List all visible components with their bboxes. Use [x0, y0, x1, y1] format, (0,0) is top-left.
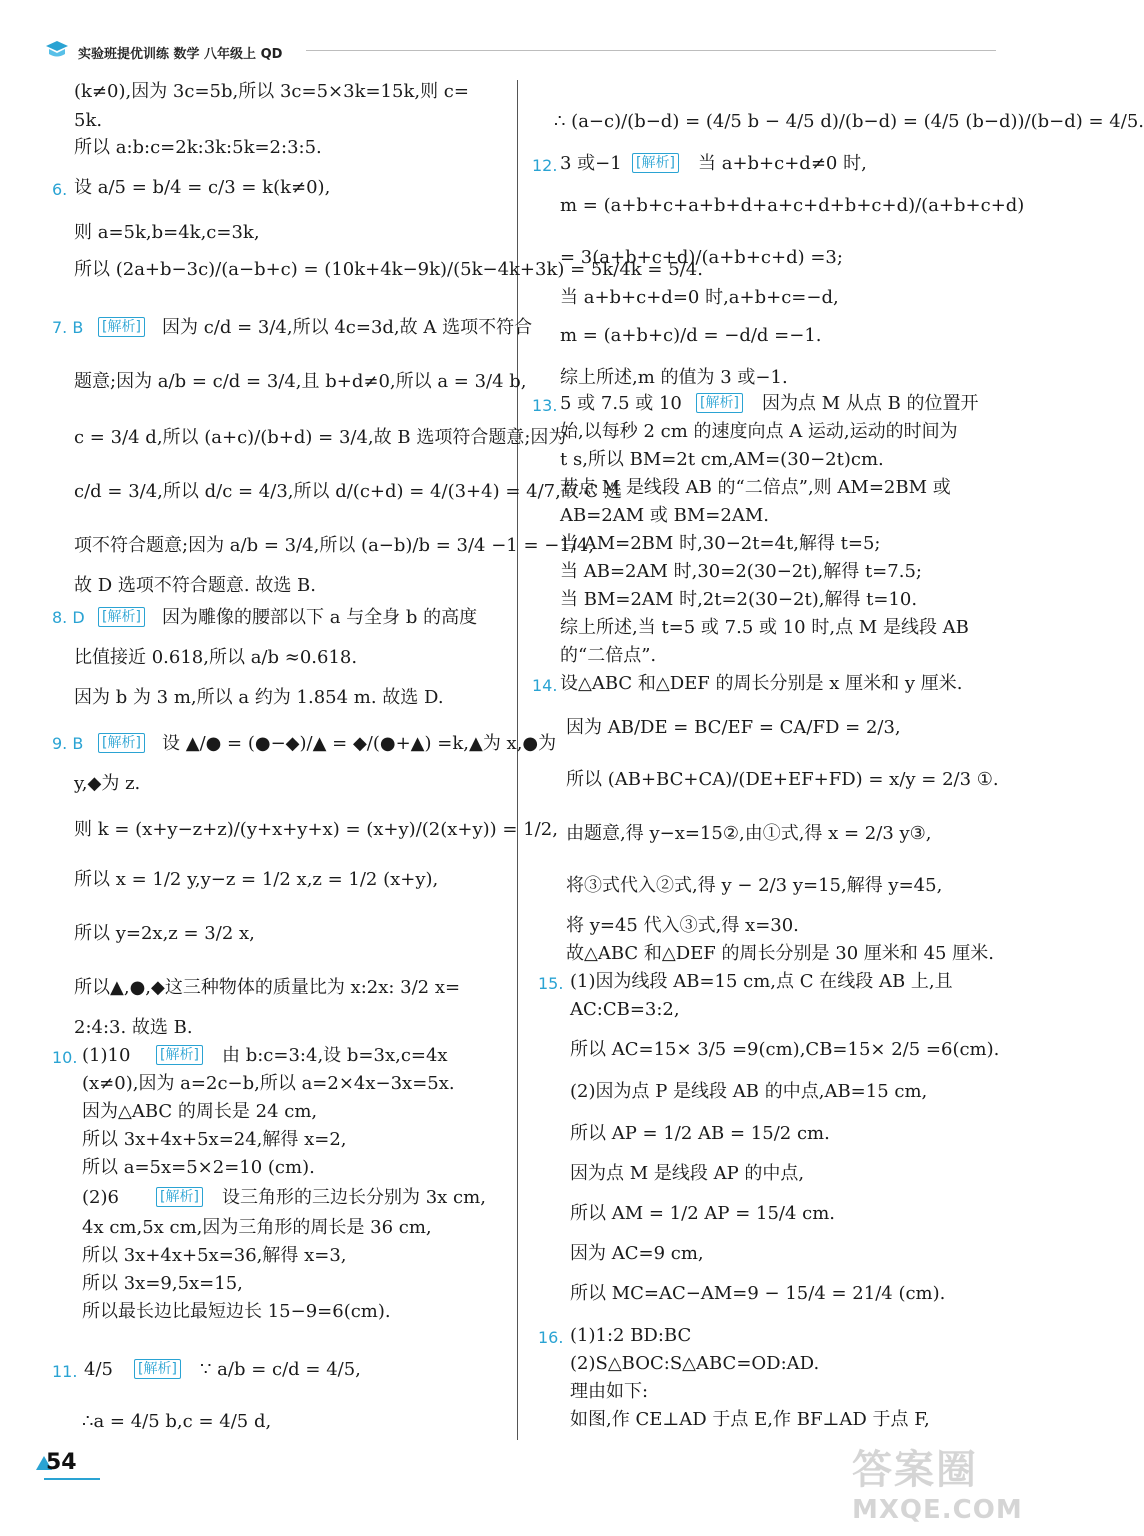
answer-line: 综上所述,当 t=5 或 7.5 或 10 时,点 M 是线段 AB: [560, 617, 969, 638]
answer-line: 因为 c/d = 3/4,所以 4c=3d,故 A 选项不符合: [162, 317, 533, 338]
answer-line: 综上所述,m 的值为 3 或−1.: [560, 367, 788, 388]
answer-line: ∵ a/b = c/d = 4/5,: [200, 1359, 361, 1380]
answer-line: 的“二倍点”.: [560, 645, 657, 666]
answer-line: t s,所以 BM=2t cm,AM=(30−2t)cm.: [560, 449, 884, 470]
question-number: 13.: [532, 396, 558, 415]
answer-line: 4x cm,5x cm,因为三角形的周长是 36 cm,: [82, 1217, 432, 1238]
answer-line: 所以 AM = 1/2 AP = 15/4 cm.: [570, 1203, 836, 1224]
analysis-tag: [解析]: [94, 606, 149, 627]
answer-line: (x≠0),因为 a=2c−b,所以 a=2×4x−3x=5x.: [82, 1073, 455, 1094]
answer-line: c/d = 3/4,所以 d/c = 4/3,所以 d/(c+d) = 4/(3+4) = 4/7,故 C 选: [74, 481, 623, 502]
answer-line: (2)S△BOC:S△ABC=OD:AD.: [570, 1353, 820, 1374]
answer-line: (1)10: [82, 1045, 131, 1066]
question-number: 6.: [52, 180, 68, 199]
answer-line: = 3(a+b+c+d)/(a+b+c+d) =3;: [560, 247, 843, 268]
answer-line: 由 b:c=3:4,设 b=3x,c=4x: [222, 1045, 448, 1066]
answer-line: 当 a+b+c+d≠0 时,: [698, 153, 867, 174]
analysis-tag: [解析]: [130, 1358, 185, 1379]
question-number: 16.: [538, 1328, 564, 1347]
analysis-tag: [解析]: [152, 1044, 207, 1065]
answer-line: c = 3/4 d,所以 (a+c)/(b+d) = 3/4,故 B 选项符合题意;因为: [74, 427, 567, 448]
answer-line: 4/5: [84, 1359, 113, 1380]
answer-line: 所以▲,●,◆这三种物体的质量比为 x:2x: 3/2 x=: [74, 977, 461, 998]
answer-line: 当 AB=2AM 时,30=2(30−2t),解得 t=7.5;: [560, 561, 922, 582]
answer-line: 设三角形的三边长分别为 3x cm,: [222, 1187, 486, 1208]
answer-line: (k≠0),因为 3c=5b,所以 3c=5×3k=15k,则 c=: [74, 81, 469, 102]
answer-line: 因为雕像的腰部以下 a 与全身 b 的高度: [162, 607, 478, 628]
answer-line: 3 或−1: [560, 153, 622, 174]
answer-line: 所以 a=5x=5×2=10 (cm).: [82, 1157, 315, 1178]
page-header: [44, 38, 994, 64]
answer-line: (1)1:2 BD:BC: [570, 1325, 692, 1346]
answer-line: ∴ (a−c)/(b−d) = (4/5 b − 4/5 d)/(b−d) = (4/5 (b−d))/(b−d) = 4/5.: [554, 111, 1144, 132]
analysis-tag: [解析]: [628, 152, 683, 173]
answer-line: 当 AM=2BM 时,30−2t=4t,解得 t=5;: [560, 533, 881, 554]
answer-line: 所以 3x+4x+5x=24,解得 x=2,: [82, 1129, 347, 1150]
answer-line: 所以 MC=AC−AM=9 − 15/4 = 21/4 (cm).: [570, 1283, 946, 1304]
answer-line: 2:4:3. 故选 B.: [74, 1017, 193, 1038]
answer-line: 由题意,得 y−x=15②,由①式,得 x = 2/3 y③,: [566, 823, 932, 844]
question-number: 12.: [532, 156, 558, 175]
answer-line: y,◆为 z.: [74, 773, 141, 794]
question-number: 7. B: [52, 318, 84, 337]
answer-line: (1)因为线段 AB=15 cm,点 C 在线段 AB 上,且: [570, 971, 953, 992]
answer-line: 当 a+b+c+d=0 时,a+b+c=−d,: [560, 287, 839, 308]
watermark-line1: 答案圈: [852, 1447, 978, 1493]
answer-line: 所以 y=2x,z = 3/2 x,: [74, 923, 255, 944]
answer-line: 则 k = (x+y−z+z)/(y+x+y+x) = (x+y)/(2(x+y)) = 1/2,: [74, 819, 558, 840]
question-number: 14.: [532, 676, 558, 695]
question-number: 9. B: [52, 734, 84, 753]
answer-line: 如图,作 CE⊥AD 于点 E,作 BF⊥AD 于点 F,: [570, 1409, 930, 1430]
answer-line: 理由如下:: [570, 1381, 649, 1402]
answer-line: 因为 AC=9 cm,: [570, 1243, 704, 1264]
question-number: 8. D: [52, 608, 85, 627]
answer-line: (2)6: [82, 1187, 119, 1208]
analysis-tag: [解析]: [94, 316, 149, 337]
answer-line: 始,以每秒 2 cm 的速度向点 A 运动,运动的时间为: [560, 421, 958, 442]
answer-line: 所以 AC=15× 3/5 =9(cm),CB=15× 2/5 =6(cm).: [570, 1039, 1000, 1060]
answer-line: 比值接近 0.618,所以 a/b ≈0.618.: [74, 647, 358, 668]
analysis-tag: [解析]: [692, 392, 747, 413]
header-rule: [306, 50, 996, 51]
answer-line: 因为 AB/DE = BC/EF = CA/FD = 2/3,: [566, 717, 901, 738]
answer-line: 设 a/5 = b/4 = c/3 = k(k≠0),: [74, 177, 331, 198]
answer-line: 将 y=45 代入③式,得 x=30.: [566, 915, 799, 936]
answer-line: 所以 (AB+BC+CA)/(DE+EF+FD) = x/y = 2/3 ①.: [566, 769, 999, 790]
answer-line: AB=2AM 或 BM=2AM.: [560, 505, 769, 526]
analysis-tag: [解析]: [94, 732, 149, 753]
book-logo-icon: [44, 40, 70, 60]
answer-line: AC:CB=3:2,: [570, 999, 680, 1020]
question-number: 11.: [52, 1362, 78, 1381]
page-number: 54: [46, 1450, 77, 1475]
answer-line: 5 或 7.5 或 10: [560, 393, 682, 414]
answer-line: ∴a = 4/5 b,c = 4/5 d,: [82, 1411, 272, 1432]
watermark: [852, 1438, 1022, 1528]
answer-line: (2)因为点 P 是线段 AB 的中点,AB=15 cm,: [570, 1081, 928, 1102]
answer-line: 若点 M 是线段 AB 的“二倍点”,则 AM=2BM 或: [560, 477, 951, 498]
answer-line: 因为点 M 是线段 AP 的中点,: [570, 1163, 805, 1184]
answer-line: 因为点 M 从点 B 的位置开: [762, 393, 979, 414]
question-number: 10.: [52, 1048, 78, 1067]
answer-line: 所以 3x+4x+5x=36,解得 x=3,: [82, 1245, 347, 1266]
answer-line: 所以 (2a+b−3c)/(a−b+c) = (10k+4k−9k)/(5k−4k+3k) = 5k/4k = 5/4.: [74, 259, 703, 280]
answer-line: 则 a=5k,b=4k,c=3k,: [74, 222, 260, 243]
answer-line: 所以 3x=9,5x=15,: [82, 1273, 243, 1294]
answer-line: 设△ABC 和△DEF 的周长分别是 x 厘米和 y 厘米.: [560, 673, 963, 694]
answer-line: m = (a+b+c+a+b+d+a+c+d+b+c+d)/(a+b+c+d): [560, 195, 1025, 216]
header-title: 实验班提优训练 数学 八年级上 QD: [78, 47, 283, 62]
answer-line: 所以 x = 1/2 y,y−z = 1/2 x,z = 1/2 (x+y),: [74, 869, 439, 890]
page-number-underline: [44, 1478, 100, 1480]
answer-line: 当 BM=2AM 时,2t=2(30−2t),解得 t=10.: [560, 589, 918, 610]
answer-line: 所以 a:b:c=2k:3k:5k=2:3:5.: [74, 137, 322, 158]
answer-line: 将③式代入②式,得 y − 2/3 y=15,解得 y=45,: [566, 875, 943, 896]
answer-line: 所以最长边比最短边长 15−9=6(cm).: [82, 1301, 391, 1322]
column-divider: [517, 80, 518, 1440]
answer-line: 题意;因为 a/b = c/d = 3/4,且 b+d≠0,所以 a = 3/4 b,: [74, 371, 527, 392]
answer-line: m = (a+b+c)/d = −d/d =−1.: [560, 325, 822, 346]
answer-line: 因为 b 为 3 m,所以 a 约为 1.854 m. 故选 D.: [74, 687, 444, 708]
answer-line: 因为△ABC 的周长是 24 cm,: [82, 1101, 318, 1122]
answer-line: 故△ABC 和△DEF 的周长分别是 30 厘米和 45 厘米.: [566, 943, 994, 964]
answer-line: 项不符合题意;因为 a/b = 3/4,所以 (a−b)/b = 3/4 −1 = −1/4,: [74, 535, 595, 556]
answer-line: 故 D 选项不符合题意. 故选 B.: [74, 575, 316, 596]
answer-line: 所以 AP = 1/2 AB = 15/2 cm.: [570, 1123, 830, 1144]
question-number: 15.: [538, 974, 564, 993]
watermark-line2: MXQE.COM: [852, 1495, 1023, 1525]
answer-line: 设 ▲/● = (●−◆)/▲ = ◆/(●+▲) =k,▲为 x,●为: [162, 733, 557, 754]
analysis-tag: [解析]: [152, 1186, 207, 1207]
answer-line: 5k.: [74, 110, 103, 131]
